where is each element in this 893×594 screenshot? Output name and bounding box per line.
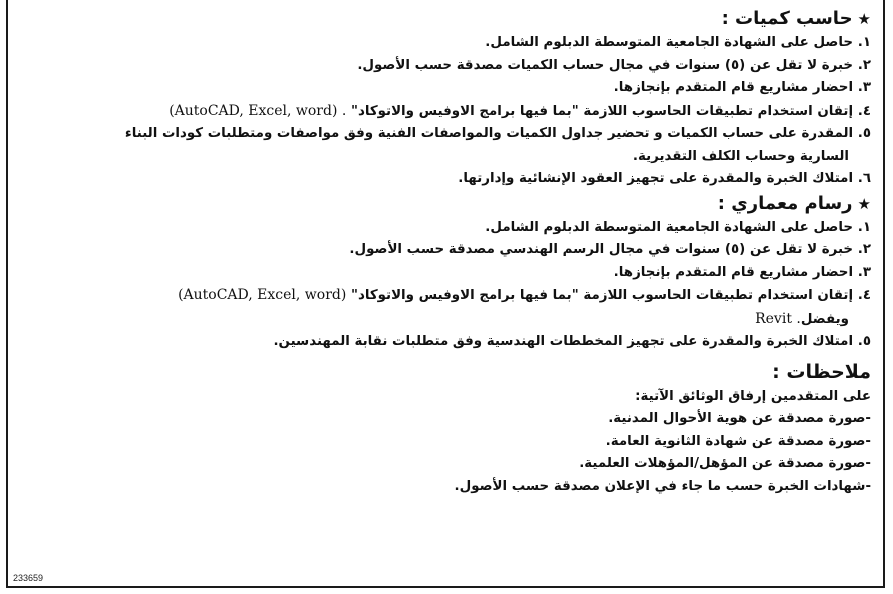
qs-item-5-continued: السارية وحساب الكلف التقديرية.	[632, 148, 849, 164]
star-icon: ★	[857, 194, 871, 213]
notes-item-2: -صورة مصدقة عن شهادة الثانوية العامة.	[605, 433, 871, 449]
draftsman-item-4-text: ٤. إتقان استخدام تطبيقات الحاسوب اللازمة "بما فيها برامج الاوفيس والاتوكاد"	[351, 288, 871, 303]
star-icon: ★	[857, 10, 871, 28]
draftsman-heading	[20, 191, 871, 217]
notes-item-1: -صورة مصدقة عن هوية الأحوال المدنية.	[608, 411, 871, 426]
qs-item-3: ٣. احضار مشاريع قام المتقدم بإنجازها.	[613, 80, 871, 95]
notes-title: ملاحظات :	[772, 360, 871, 383]
qs-item-2: ٢. خبرة لا تقل عن (٥) سنوات في مجال حساب الكميات مصدقة حسب الأصول.	[357, 57, 871, 73]
draftsman-item-2: ٢. خبرة لا تقل عن (٥) سنوات في مجال الرسم الهندسي مصدقة حسب الأصول.	[349, 242, 871, 257]
qs-item-6: ٦. امتلاك الخبرة والمقدرة على تجهيز العقود الإنشائية وإدارتها.	[458, 171, 871, 186]
notes-item-3: -صورة مصدقة عن المؤهل/المؤهلات العلمية.	[579, 456, 871, 471]
qs-item-4	[20, 100, 871, 124]
notes-intro: على المتقدمين إرفاق الوثائق الآتية:	[635, 388, 871, 404]
qs-software-list: (AutoCAD, Excel, word) .	[169, 102, 347, 119]
qs-item-1: ١. حاصل على الشهادة الجامعية المتوسطة الدبلوم الشامل.	[485, 35, 871, 50]
draftsman-item-5: ٥. امتلاك الخبرة والمقدرة على تجهيز المخططات الهندسية وفق متطلبات نقابة المهندسين.	[273, 334, 871, 349]
ad-reference-number: 233659	[13, 573, 44, 583]
job-ad-content	[20, 6, 871, 498]
qs-title: حاسب كميات :	[721, 8, 853, 29]
draftsman-revit: Revit .	[755, 310, 801, 327]
qs-item-4-text: ٤. إتقان استخدام تطبيقات الحاسوب اللازمة "بما فيها برامج الاوفيس والاتوكاد"	[351, 103, 871, 119]
draftsman-item-1: ١. حاصل على الشهادة الجامعية المتوسطة الدبلوم الشامل.	[485, 219, 871, 235]
draftsman-title: رسام معماري :	[717, 192, 853, 214]
qs-heading	[20, 6, 871, 32]
job-ad-frame	[6, 0, 885, 588]
notes-item-4: -شهادات الخبرة حسب ما جاء في الإعلان مصدقة حسب الأصول.	[454, 478, 871, 494]
draftsman-item-4-continued	[20, 308, 871, 332]
draftsman-item-3: ٣. احضار مشاريع قام المتقدم بإنجازها.	[613, 264, 871, 280]
qs-item-5: ٥. المقدرة على حساب الكميات و تحضير جداول الكميات والمواصفات الفنية وفق مواصفات ومتطلبات كودات البناء	[124, 126, 871, 141]
draftsman-item-4	[20, 284, 871, 308]
draftsman-software-list: (AutoCAD, Excel, word)	[178, 287, 347, 303]
draftsman-prefer-label: ويفضل	[800, 311, 849, 327]
